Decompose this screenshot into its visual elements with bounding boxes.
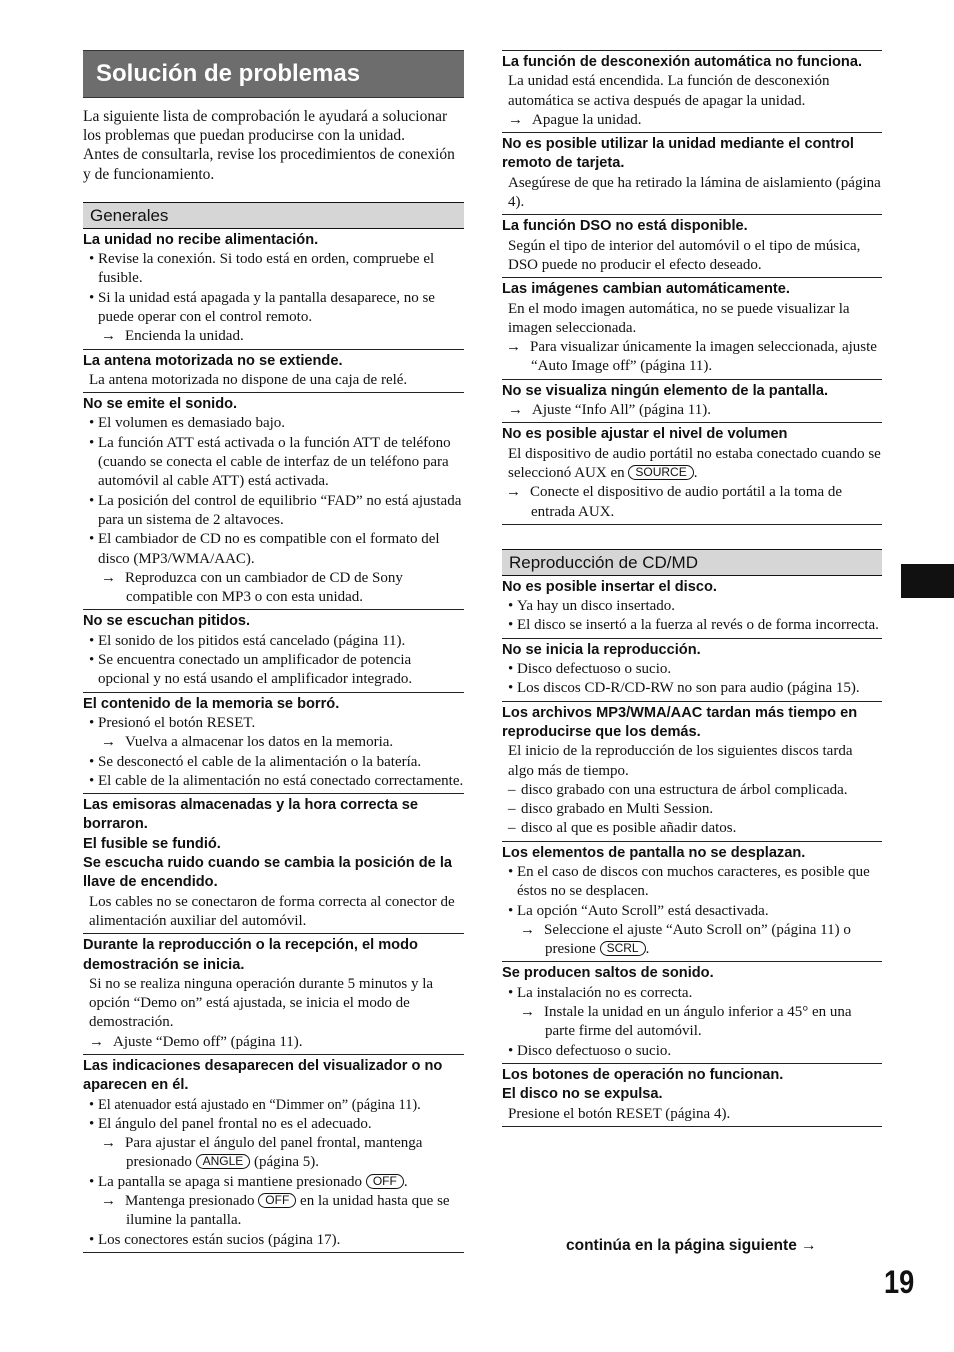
problem-question: No se escuchan pitidos.	[83, 613, 251, 630]
solution-line	[83, 569, 464, 608]
solution-line	[502, 338, 882, 377]
solution-text: .	[645, 941, 650, 958]
solution-line	[502, 111, 882, 130]
cause-text: Según el tipo de interior del automóvil o el tipo de música, DSO puede no producir el efecto deseado.	[508, 237, 861, 273]
page-number: 19	[884, 1264, 915, 1300]
cause-bullet: • Revise la conexión. Si todo está en orden, compruebe el fusible.	[83, 250, 464, 289]
problem-entry	[83, 693, 464, 794]
solution-text: Vuelva a almacenar los datos en la memoria.	[125, 734, 394, 751]
cause-text: Si no se realiza ninguna operación durante 5 minutos y la opción “Demo on” está ajustada, se inicia el modo de demostración.	[89, 975, 434, 1031]
problem-entry	[502, 576, 882, 639]
solution-line	[83, 1192, 464, 1231]
problem-question: Las emisoras almacenadas y la hora correcta se borraron.	[83, 797, 419, 833]
problem-entry	[502, 215, 882, 278]
cause-text: La pantalla se apaga si mantiene presionado	[98, 1173, 363, 1190]
cause-text: La unidad está encendida. La función de desconexión automática se activa después de apagar la unidad.	[508, 73, 830, 109]
cause-text: Asegúrese de que ha retirado la lámina de aislamiento (página 4).	[508, 174, 881, 211]
cause-dash-item: – disco grabado con una estructura de árbol complicada.	[502, 781, 882, 800]
intro-paragraph: Antes de consultarla, revise los procedimientos de conexión y de funcionamiento.	[83, 146, 455, 183]
continued-text: continúa en la página siguiente	[566, 1237, 797, 1254]
solution-text: Seleccione el ajuste “Auto Scroll on” (página 11) o presione	[544, 921, 851, 958]
arrow-icon	[520, 1003, 544, 1022]
problem-question: No es posible utilizar la unidad mediante el control remoto de tarjeta.	[502, 136, 854, 172]
arrow-icon	[101, 569, 125, 588]
cause-bullet: • El cable de la alimentación no está conectado correctamente.	[83, 772, 464, 791]
solution-text: Conecte el dispositivo de audio portátil a la toma de entrada AUX.	[530, 484, 843, 520]
problem-question: No se visualiza ningún elemento de la pantalla.	[502, 382, 829, 399]
source-button-label: SOURCE	[628, 465, 693, 480]
cause-bullet: • El atenuador está ajustado en “Dimmer on” (página 11).	[83, 1096, 464, 1115]
solution-text: Ajuste “Info All” (página 11).	[532, 402, 711, 419]
problem-entry	[83, 934, 464, 1055]
solution-text: Reproduzca con un cambiador de CD de Sony compatible con MP3 o con esta unidad.	[125, 569, 403, 606]
right-column	[502, 50, 882, 1127]
arrow-right-icon: →	[801, 1237, 817, 1254]
solution-text: Encienda la unidad.	[125, 328, 244, 345]
solution-text: Apague la unidad.	[532, 111, 642, 128]
solution-line	[502, 1003, 882, 1042]
problem-question: Se producen saltos de sonido.	[502, 965, 714, 982]
angle-button-label: ANGLE	[196, 1154, 251, 1169]
problem-question: Los botones de operación no funcionan.	[502, 1066, 784, 1083]
cause-bullet: • En el caso de discos con muchos caracteres, es posible que éstos no se desplacen.	[502, 863, 882, 902]
off-button-label: OFF	[258, 1193, 296, 1208]
cause-bullet: • El sonido de los pitidos está cancelado (página 11).	[83, 632, 464, 651]
problem-entry	[502, 842, 882, 963]
problem-question: La antena motorizada no se extiende.	[83, 352, 343, 369]
arrow-icon	[506, 483, 530, 502]
cause-bullet: • Presionó el botón RESET.	[83, 714, 464, 733]
problem-entry	[502, 133, 882, 215]
problem-question: No se emite el sonido.	[83, 396, 238, 413]
cause-bullet: • Ya hay un disco insertado.	[502, 597, 882, 616]
cause-text: En el modo imagen automática, no se puede visualizar la imagen seleccionada.	[508, 300, 850, 336]
arrow-icon	[520, 921, 544, 940]
scrl-button-label: SCRL	[600, 941, 646, 956]
problem-question: La función DSO no está disponible.	[502, 218, 748, 235]
cause-bullet: • La opción “Auto Scroll” está desactivada.	[502, 902, 882, 921]
problem-entry	[83, 393, 464, 610]
section-heading-cdmd: Reproducción de CD/MD	[502, 549, 882, 576]
problem-question: Los archivos MP3/WMA/AAC tardan más tiempo en reproducirse que los demás.	[502, 704, 858, 740]
arrow-icon	[101, 1134, 125, 1153]
solution-line	[83, 1134, 464, 1173]
problem-entry	[83, 794, 464, 934]
problem-entry	[502, 1064, 882, 1127]
arrow-icon	[508, 111, 532, 130]
cause-text: El inicio de la reproducción de los siguientes discos tarda algo más de tiempo.	[508, 743, 853, 779]
problem-question: El fusible se fundió.	[83, 835, 221, 852]
cause-bullet: • Los discos CD-R/CD-RW no son para audio (página 15).	[502, 679, 882, 698]
arrow-icon	[508, 401, 532, 420]
arrow-icon	[101, 1192, 125, 1211]
cause-text	[502, 445, 882, 484]
cause-text: .	[693, 464, 698, 481]
solution-line	[83, 1033, 464, 1052]
continued-note	[566, 1237, 817, 1255]
solution-line	[83, 733, 464, 752]
solution-text: (página 5).	[254, 1154, 319, 1171]
solution-line	[83, 327, 464, 346]
cause-bullet: • El volumen es demasiado bajo.	[83, 414, 464, 433]
problem-entry	[83, 229, 464, 350]
cause-bullet: • Disco defectuoso o sucio.	[502, 1042, 882, 1061]
solution-line	[502, 483, 882, 522]
arrow-icon	[506, 338, 530, 357]
problem-entry	[502, 380, 882, 424]
cause-bullet: • El cambiador de CD no es compatible con el formato del disco (MP3/WMA/AAC).	[83, 530, 464, 569]
intro-text	[83, 107, 464, 184]
cause-bullet: • Los conectores están sucios (página 17).	[83, 1231, 464, 1250]
problem-question: No es posible ajustar el nivel de volumen	[502, 426, 788, 443]
cause-text: El dispositivo de audio portátil no estaba conectado cuando se seleccionó AUX en	[508, 445, 881, 481]
cause-dash-item: – disco al que es posible añadir datos.	[502, 819, 882, 838]
problem-question: La unidad no recibe alimentación.	[83, 231, 319, 248]
problem-question: No es posible insertar el disco.	[502, 578, 717, 595]
problem-entry	[502, 702, 882, 842]
solution-text: Para visualizar únicamente la imagen seleccionada, ajuste “Auto Image off” (página 11).	[530, 339, 877, 375]
cause-bullet: • La instalación no es correcta.	[502, 984, 882, 1003]
problem-entry	[502, 639, 882, 702]
problem-question: La función de desconexión automática no funciona.	[502, 54, 863, 70]
cause-bullet: • El ángulo del panel frontal no es el adecuado.	[83, 1115, 464, 1134]
problem-entry	[502, 962, 882, 1063]
problem-question: Se escucha ruido cuando se cambia la posición de la llave de encendido.	[83, 855, 453, 891]
cause-bullet: • El disco se insertó a la fuerza al revés o de forma incorrecta.	[502, 616, 882, 635]
cause-bullet: • Disco defectuoso o sucio.	[502, 660, 882, 679]
cause-bullet: • Se encuentra conectado un amplificador de potencia opcional y no está usando el amplificador integrado.	[83, 651, 464, 690]
solution-line	[502, 401, 882, 420]
problem-question: El disco no se expulsa.	[502, 1086, 663, 1103]
solution-text: Para ajustar el ángulo del panel frontal, mantenga presionado	[125, 1135, 423, 1171]
problem-question: Las imágenes cambian automáticamente.	[502, 281, 790, 298]
cause-text: .	[403, 1173, 408, 1190]
cause-bullet: • Se desconectó el cable de la alimentación o la batería.	[83, 753, 464, 772]
cause-text: Presione el botón RESET (página 4).	[508, 1105, 731, 1122]
arrow-icon	[89, 1033, 113, 1052]
intro-paragraph: La siguiente lista de comprobación le ayudará a solucionar los problemas que puedan producirse con la unidad.	[83, 108, 448, 145]
off-button-label: OFF	[366, 1174, 404, 1189]
arrow-icon	[101, 327, 125, 346]
problem-entry	[83, 1055, 464, 1253]
solution-line	[502, 921, 882, 960]
cause-dash-item: – disco grabado en Multi Session.	[502, 800, 882, 819]
problem-entry	[502, 278, 882, 379]
problem-question: No se inicia la reproducción.	[502, 641, 701, 658]
cause-text: La antena motorizada no dispone de una caja de relé.	[89, 371, 408, 388]
solution-text: Mantenga presionado	[125, 1193, 255, 1210]
section-heading-generales: Generales	[83, 202, 464, 229]
page-title: Solución de problemas	[83, 50, 464, 98]
solution-text: Ajuste “Demo off” (página 11).	[113, 1033, 303, 1050]
problem-entry	[83, 610, 464, 692]
cause-bullet: • Si la unidad está apagada y la pantalla desaparece, no se puede operar con el control remoto.	[83, 289, 464, 328]
problem-question: Durante la reproducción o la recepción, el modo demostración se inicia.	[83, 937, 418, 973]
section-thumb-tab	[901, 564, 954, 598]
problem-question: Los elementos de pantalla no se desplazan.	[502, 844, 806, 861]
cause-bullet: • La posición del control de equilibrio “FAD” no está ajustada para un sistema de 2 altavoces.	[83, 492, 464, 531]
cause-bullet	[83, 1173, 464, 1192]
left-column	[83, 50, 464, 1253]
problem-entry	[502, 423, 882, 524]
solution-text: Instale la unidad en un ángulo inferior a 45° en una parte firme del automóvil.	[544, 1004, 852, 1040]
solution-text: en la unidad hasta que se ilumine la pantalla.	[126, 1193, 450, 1229]
arrow-icon	[101, 733, 125, 752]
problem-question: El contenido de la memoria se borró.	[83, 695, 340, 712]
cause-bullet: • La función ATT está activada o la función ATT de teléfono (cuando se conecta el cable de interfaz de un teléfono para automóvil al cable ATT) está activada.	[83, 434, 464, 492]
problem-entry	[502, 51, 882, 133]
problem-entry	[83, 350, 464, 394]
cause-text: Los cables no se conectaron de forma correcta al conector de alimentación auxiliar del automóvil.	[89, 893, 455, 929]
problem-question: Las indicaciones desaparecen del visualizador o no aparecen en él.	[83, 1057, 443, 1094]
